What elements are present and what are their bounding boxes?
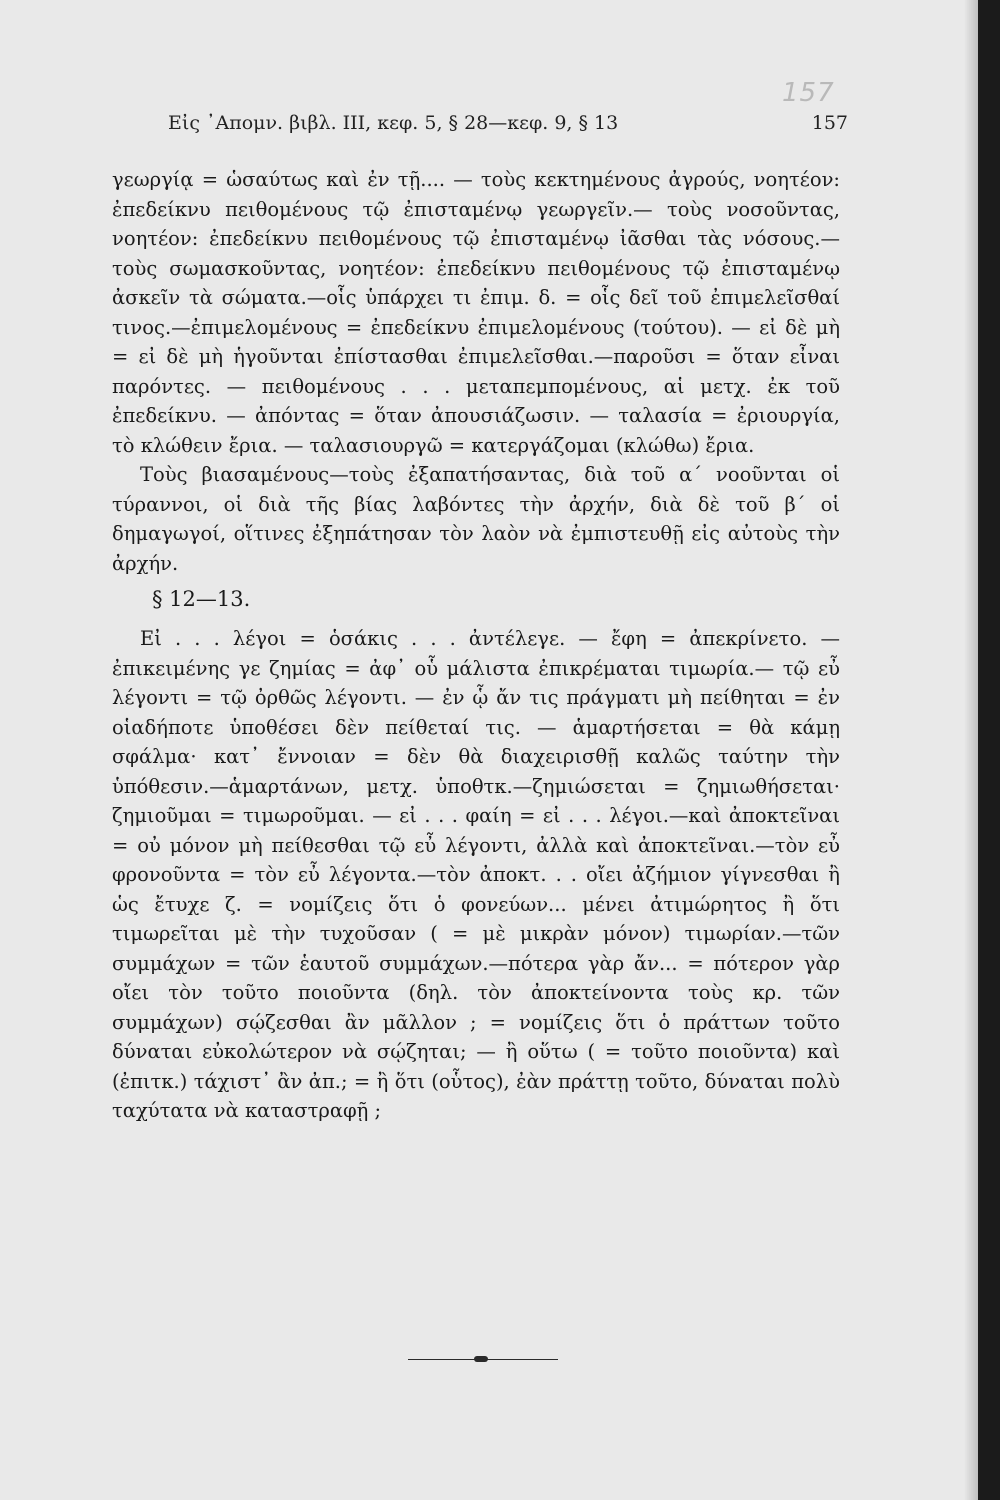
- section-heading: § 12—13.: [152, 587, 251, 611]
- commentary-paragraph: Εἰ . . . λέγοι = ὁσάκις . . . ἀντέλεγε. — ἔφη = ἀπεκρίνετο. — ἐπικειμένης γε ζημίας = ἀφ᾿ οὗ μάλιστα ἐπικρέμαται τιμωρία.— τῷ εὖ λέγοντι = τῷ ὀρθῶς λέγοντι. — ἐν ᾧ ἄν τις πράγματι μὴ πείθηται = ἐν οἱαδήποτε ὑποθέσει δὲν πείθεταί τις. — ἁμαρτήσεται = θὰ κάμῃ σφάλμα· κατ᾿ ἔννοιαν = δὲν θὰ διαχειρισθῇ καλῶς ταύτην τὴν ὑπόθεσιν.—ἁμαρτάνων, μετχ. ὑποθτκ.—ζημιώσεται = ζημιωθήσεται· ζημιοῦμαι = τιμωροῦμαι. — εἰ . . . φαίη = εἰ . . . λέγοι.—καὶ ἀποκτεῖναι = οὐ μόνον μὴ πείθεσθαι τῷ εὖ λέγοντι, ἀλλὰ καὶ ἀποκτεῖναι.—τὸν εὖ φρονοῦντα = τὸν εὖ λέγοντα.—τὸν ἀποκτ. . . οἴει ἀζήμιον γίγνεσθαι ἢ ὡς ἔτυχε ζ. = νομίζεις ὅτι ὁ φονεύων... μένει ἀτιμώρητος ἢ ὅτι τιμωρεῖται μὲ τὴν τυχοῦσαν ( = μὲ μικρὰν μόνον) τιμωρίαν.—τῶν συμμάχων = τῶν ἑαυτοῦ συμμάχων.—πότερα γὰρ ἄν... = πότερον γὰρ οἴει τὸν τοῦτο ποιοῦντα (δηλ. τὸν ἀποκτείνοντα τοὺς κρ. τῶν συμμάχων) σῴζεσθαι ἂν μᾶλλον ; = νομίζεις ὅτι ὁ πράττων τοῦτο δύναται εὐκολώτερον νὰ σῴζηται; — ἢ οὕτω ( = τοῦτο ποιοῦντα) καὶ (ἐπιτκ.) τάχιστ᾿ ἂν ἀπ.; = ἢ ὅτι (οὗτος), ἐὰν πράττῃ τοῦτο, δύναται πολὺ ταχύτατα νὰ καταστραφῇ ;: [112, 627, 840, 1122]
- commentary-paragraph: γεωργίᾳ = ὡσαύτως καὶ ἐν τῇ.... — τοὺς κεκτημένους ἀγρούς, νοητέον: ἐπεδείκνυ πειθομένους τῷ ἐπισταμένῳ γεωργεῖν.— τοὺς νοσοῦντας, νοητέον: ἐπεδείκνυ πειθομένους τῷ ἐπισταμένῳ ἰᾶσθαι τὰς νόσους.— τοὺς σωμασκοῦντας, νοητέον: ἐπεδείκνυ πειθομένους τῷ ἐπισταμένῳ ἀσκεῖν τὰ σώματα.—οἷς ὑπάρχει τι ἐπιμ. δ. = οἷς δεῖ τοῦ ἐπιμελεῖσθαί τινος.—ἐπιμελομένους = ἐπεδείκνυ ἐπιμελομένους (τούτου). — εἰ δὲ μὴ = εἰ δὲ μὴ ἡγοῦνται ἐπίστασθαι ἐπιμελεῖσθαι.—παροῦσι = ὅταν εἶναι παρόντες. — πειθομένους . . . μεταπεμπομένους, αἱ μετχ. ἐκ τοῦ ἐπεδείκνυ. — ἀπόντας = ὅταν ἀπουσιάζωσιν. — ταλασία = ἐριουργία, τὸ κλώθειν ἔρια. — ταλασιουργῶ = κατεργάζομαι (κλώθω) ἔρια.: [112, 168, 840, 457]
- commentary-paragraph: Τοὺς βιασαμένους—τοὺς ἐξαπατήσαντας, διὰ τοῦ α´ νοοῦνται οἱ τύραννοι, οἱ διὰ τῆς βίας λαβόντες τὴν ἀρχήν, διὰ δὲ τοῦ β´ οἱ δημαγωγοί, οἵτινες ἐξηπάτησαν τὸν λαὸν νὰ ἐμπιστευθῇ εἰς αὐτοὺς τὴν ἀρχήν.: [112, 463, 840, 575]
- divider-dot: [474, 1356, 488, 1362]
- running-head: [168, 112, 848, 134]
- running-head-title: Εἰς ᾿Απομν. βιβλ. III, κεφ. 5, § 28—κεφ. 9, § 13: [168, 112, 619, 134]
- pencil-page-mark: 157: [782, 78, 835, 108]
- end-divider: [408, 1359, 558, 1360]
- body-text: [112, 165, 840, 1126]
- page-number: 157: [811, 112, 848, 134]
